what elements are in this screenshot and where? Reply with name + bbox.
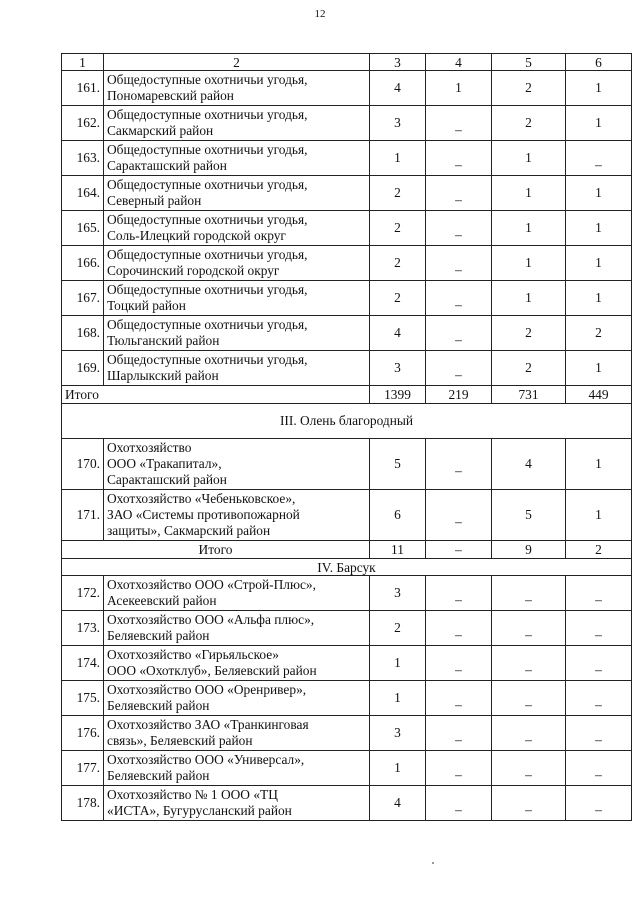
dash-value: –: [595, 627, 602, 642]
value-cell: [370, 316, 426, 351]
row-name: [104, 786, 370, 821]
dash-value: –: [595, 157, 602, 172]
dash-value: –: [455, 332, 462, 347]
value-cell: [370, 141, 426, 176]
row-name: [104, 246, 370, 281]
row-name: [104, 281, 370, 316]
row-name-line: Охотхозяйство «Чебеньковское»,: [107, 491, 296, 506]
row-number: 163.: [62, 141, 104, 176]
dash-value: –: [455, 157, 462, 172]
number-value: 4: [525, 456, 532, 471]
value-cell: [566, 316, 632, 351]
value-cell: [370, 490, 426, 541]
row-number: 173.: [62, 611, 104, 646]
row-name-line: Сакмарский район: [107, 123, 214, 138]
number-value: 1: [394, 760, 401, 775]
total-value: 731: [492, 386, 566, 404]
number-value: 1: [525, 290, 532, 305]
table-row: [62, 786, 632, 821]
row-name: [104, 211, 370, 246]
value-cell: [370, 246, 426, 281]
row-name-line: связь», Беляевский район: [107, 733, 253, 748]
row-name: [104, 71, 370, 106]
value-cell: [492, 716, 566, 751]
value-cell: [492, 351, 566, 386]
row-number: 174.: [62, 646, 104, 681]
row-name: [104, 106, 370, 141]
value-cell: [370, 351, 426, 386]
table-row: [62, 716, 632, 751]
row-name: [104, 351, 370, 386]
value-cell: [370, 646, 426, 681]
value-cell: [566, 716, 632, 751]
number-value: 2: [525, 360, 532, 375]
table-row: [62, 681, 632, 716]
row-name-line: Охотхозяйство ЗАО «Транкинговая: [107, 717, 309, 732]
row-name-line: Саракташский район: [107, 472, 227, 487]
dash-value: –: [595, 662, 602, 677]
number-value: 1: [394, 690, 401, 705]
value-cell: [492, 786, 566, 821]
row-name-line: Охотхозяйство: [107, 440, 192, 455]
row-name: [104, 681, 370, 716]
value-cell: [426, 751, 492, 786]
header-col-5: 5: [492, 54, 566, 71]
row-name-line: Общедоступные охотничьи угодья,: [107, 72, 308, 87]
number-value: 1: [595, 220, 602, 235]
value-cell: [566, 351, 632, 386]
row-name-line: Тюльганский район: [107, 333, 220, 348]
row-name-line: ООО «Тракапитал»,: [107, 456, 222, 471]
value-cell: [426, 316, 492, 351]
table-row: [62, 751, 632, 786]
row-number: 166.: [62, 246, 104, 281]
value-cell: [566, 751, 632, 786]
header-col-3: 3: [370, 54, 426, 71]
row-number: 177.: [62, 751, 104, 786]
number-value: 3: [394, 115, 401, 130]
value-cell: [492, 751, 566, 786]
value-cell: [370, 176, 426, 211]
value-cell: [492, 646, 566, 681]
table-row: [62, 141, 632, 176]
row-name: [104, 176, 370, 211]
row-name-line: Общедоступные охотничьи угодья,: [107, 212, 308, 227]
row-name: [104, 646, 370, 681]
number-value: 5: [394, 456, 401, 471]
value-cell: [426, 246, 492, 281]
number-value: 4: [394, 795, 401, 810]
value-cell: [566, 176, 632, 211]
total-value: –: [426, 541, 492, 559]
value-cell: [492, 576, 566, 611]
value-cell: [370, 716, 426, 751]
value-cell: [492, 611, 566, 646]
row-name-line: Общедоступные охотничьи угодья,: [107, 177, 308, 192]
value-cell: [426, 716, 492, 751]
dash-value: –: [525, 732, 532, 747]
value-cell: [492, 281, 566, 316]
value-cell: [426, 439, 492, 490]
row-name-line: Тоцкий район: [107, 298, 186, 313]
number-value: 2: [394, 255, 401, 270]
value-cell: [426, 490, 492, 541]
row-name: [104, 576, 370, 611]
dash-value: –: [595, 697, 602, 712]
value-cell: [370, 211, 426, 246]
number-value: 3: [394, 585, 401, 600]
value-cell: [426, 176, 492, 211]
row-name: [104, 611, 370, 646]
table-row: [62, 211, 632, 246]
number-value: 1: [455, 80, 462, 95]
dash-value: –: [525, 767, 532, 782]
dash-value: –: [595, 732, 602, 747]
dash-value: –: [595, 767, 602, 782]
table-row: [62, 611, 632, 646]
number-value: 1: [595, 255, 602, 270]
value-cell: [492, 106, 566, 141]
value-cell: [370, 681, 426, 716]
value-cell: [370, 281, 426, 316]
number-value: 5: [525, 507, 532, 522]
header-col-1: 1: [62, 54, 104, 71]
row-number: 168.: [62, 316, 104, 351]
row-name-line: Северный район: [107, 193, 202, 208]
row-name-line: Охотхозяйство № 1 ООО «ТЦ: [107, 787, 278, 802]
dash-value: –: [595, 802, 602, 817]
section-title: IV. Барсук: [62, 559, 632, 576]
table-row: [62, 351, 632, 386]
number-value: 1: [595, 80, 602, 95]
value-cell: [566, 246, 632, 281]
number-value: 2: [525, 80, 532, 95]
value-cell: [370, 751, 426, 786]
value-cell: [566, 71, 632, 106]
row-number: 167.: [62, 281, 104, 316]
number-value: 2: [595, 325, 602, 340]
dash-value: –: [455, 732, 462, 747]
value-cell: [492, 439, 566, 490]
value-cell: [492, 211, 566, 246]
row-number: 162.: [62, 106, 104, 141]
value-cell: [370, 576, 426, 611]
section-title: III. Олень благородный: [62, 404, 632, 439]
dash-value: –: [455, 367, 462, 382]
row-name-line: Соль-Илецкий городской округ: [107, 228, 286, 243]
header-col-6: 6: [566, 54, 632, 71]
section-heading-row: [62, 404, 632, 439]
value-cell: [370, 439, 426, 490]
row-number: 178.: [62, 786, 104, 821]
table-row: [62, 439, 632, 490]
value-cell: [492, 176, 566, 211]
value-cell: [566, 646, 632, 681]
row-number: 176.: [62, 716, 104, 751]
total-value: 9: [492, 541, 566, 559]
table-row: [62, 71, 632, 106]
value-cell: [566, 211, 632, 246]
table-row: [62, 576, 632, 611]
value-cell: [566, 439, 632, 490]
dash-value: –: [455, 297, 462, 312]
number-value: 1: [525, 185, 532, 200]
row-name-line: Беляевский район: [107, 628, 210, 643]
value-cell: [426, 611, 492, 646]
row-name-line: Общедоступные охотничьи угодья,: [107, 107, 308, 122]
number-value: 1: [394, 655, 401, 670]
table-row: [62, 106, 632, 141]
number-value: 1: [595, 185, 602, 200]
table-row: [62, 246, 632, 281]
number-value: 1: [394, 150, 401, 165]
number-value: 2: [394, 290, 401, 305]
number-value: 6: [394, 507, 401, 522]
value-cell: [492, 71, 566, 106]
total-row: [62, 386, 632, 404]
page-number: 12: [314, 8, 326, 20]
value-cell: [426, 786, 492, 821]
dash-value: –: [455, 463, 462, 478]
value-cell: [426, 211, 492, 246]
row-name: [104, 316, 370, 351]
number-value: 1: [595, 290, 602, 305]
total-value: 1399: [370, 386, 426, 404]
row-name: [104, 716, 370, 751]
number-value: 1: [595, 115, 602, 130]
dash-value: –: [455, 514, 462, 529]
row-number: 172.: [62, 576, 104, 611]
value-cell: [566, 490, 632, 541]
value-cell: [566, 141, 632, 176]
row-number: 175.: [62, 681, 104, 716]
table-row: [62, 316, 632, 351]
table-row: [62, 176, 632, 211]
value-cell: [492, 246, 566, 281]
value-cell: [426, 106, 492, 141]
header-col-4: 4: [426, 54, 492, 71]
dash-value: –: [455, 122, 462, 137]
scan-speck: [432, 862, 434, 864]
row-name-line: защиты», Сакмарский район: [107, 523, 271, 538]
number-value: 4: [394, 325, 401, 340]
row-name-line: Беляевский район: [107, 768, 210, 783]
row-name-line: Охотхозяйство «Гирьяльское»: [107, 647, 279, 662]
row-name-line: ООО «Охотклуб», Беляевский район: [107, 663, 317, 678]
number-value: 2: [394, 185, 401, 200]
value-cell: [370, 106, 426, 141]
row-name-line: Охотхозяйство ООО «Строй-Плюс»,: [107, 577, 316, 592]
row-name-line: ЗАО «Системы противопожарной: [107, 507, 300, 522]
value-cell: [566, 106, 632, 141]
total-value: 11: [370, 541, 426, 559]
value-cell: [370, 786, 426, 821]
row-name-line: Пономаревский район: [107, 88, 234, 103]
value-cell: [426, 71, 492, 106]
row-name-line: Сорочинский городской округ: [107, 263, 280, 278]
row-name-line: Общедоступные охотничьи угодья,: [107, 282, 308, 297]
table-header-row: [62, 54, 632, 71]
dash-value: –: [525, 592, 532, 607]
value-cell: [370, 71, 426, 106]
hunting-quota-table: [61, 53, 632, 821]
total-row: [62, 541, 632, 559]
row-name-line: Саракташский район: [107, 158, 227, 173]
dash-value: –: [525, 802, 532, 817]
dash-value: –: [455, 627, 462, 642]
value-cell: [426, 141, 492, 176]
dash-value: –: [455, 767, 462, 782]
total-value: 2: [566, 541, 632, 559]
row-name-line: Беляевский район: [107, 698, 210, 713]
value-cell: [566, 681, 632, 716]
table-row: [62, 490, 632, 541]
number-value: 1: [525, 255, 532, 270]
header-col-2: 2: [104, 54, 370, 71]
value-cell: [426, 576, 492, 611]
table-row: [62, 281, 632, 316]
row-name-line: Общедоступные охотничьи угодья,: [107, 247, 308, 262]
row-name-line: Охотхозяйство ООО «Альфа плюс»,: [107, 612, 315, 627]
row-name-line: Общедоступные охотничьи угодья,: [107, 142, 308, 157]
row-number: 169.: [62, 351, 104, 386]
number-value: 2: [394, 220, 401, 235]
number-value: 2: [525, 115, 532, 130]
dash-value: –: [455, 192, 462, 207]
number-value: 3: [394, 360, 401, 375]
value-cell: [492, 316, 566, 351]
dash-value: –: [455, 662, 462, 677]
value-cell: [426, 281, 492, 316]
value-cell: [566, 576, 632, 611]
row-name: [104, 490, 370, 541]
number-value: 1: [525, 220, 532, 235]
row-name-line: Шарлыкский район: [107, 368, 219, 383]
number-value: 2: [394, 620, 401, 635]
value-cell: [566, 611, 632, 646]
number-value: 1: [595, 456, 602, 471]
number-value: 2: [525, 325, 532, 340]
table-row: [62, 646, 632, 681]
row-name-line: «ИСТА», Бугурусланский район: [107, 803, 292, 818]
dash-value: –: [455, 592, 462, 607]
value-cell: [492, 490, 566, 541]
dash-value: –: [525, 697, 532, 712]
value-cell: [566, 786, 632, 821]
dash-value: –: [455, 697, 462, 712]
value-cell: [492, 681, 566, 716]
number-value: 1: [595, 507, 602, 522]
dash-value: –: [525, 627, 532, 642]
row-number: 170.: [62, 439, 104, 490]
number-value: 1: [525, 150, 532, 165]
row-name-line: Асекеевский район: [107, 593, 217, 608]
total-value: 449: [566, 386, 632, 404]
value-cell: [492, 141, 566, 176]
number-value: 3: [394, 725, 401, 740]
row-name: [104, 439, 370, 490]
number-value: 4: [394, 80, 401, 95]
value-cell: [426, 351, 492, 386]
dash-value: –: [455, 262, 462, 277]
row-name-line: Охотхозяйство ООО «Оренривер»,: [107, 682, 307, 697]
section-heading-row: [62, 559, 632, 576]
row-name: [104, 141, 370, 176]
row-name-line: Общедоступные охотничьи угодья,: [107, 352, 308, 367]
row-name-line: Охотхозяйство ООО «Универсал»,: [107, 752, 305, 767]
total-value: 219: [426, 386, 492, 404]
table-body: [62, 54, 632, 821]
dash-value: –: [455, 802, 462, 817]
row-name: [104, 751, 370, 786]
dash-value: –: [455, 227, 462, 242]
row-number: 171.: [62, 490, 104, 541]
row-name-line: Общедоступные охотничьи угодья,: [107, 317, 308, 332]
row-number: 164.: [62, 176, 104, 211]
dash-value: –: [595, 592, 602, 607]
value-cell: [566, 281, 632, 316]
value-cell: [426, 646, 492, 681]
total-label: Итого: [62, 386, 370, 404]
total-label: Итого: [62, 541, 370, 559]
value-cell: [370, 611, 426, 646]
value-cell: [426, 681, 492, 716]
row-number: 161.: [62, 71, 104, 106]
number-value: 1: [595, 360, 602, 375]
row-number: 165.: [62, 211, 104, 246]
dash-value: –: [525, 662, 532, 677]
